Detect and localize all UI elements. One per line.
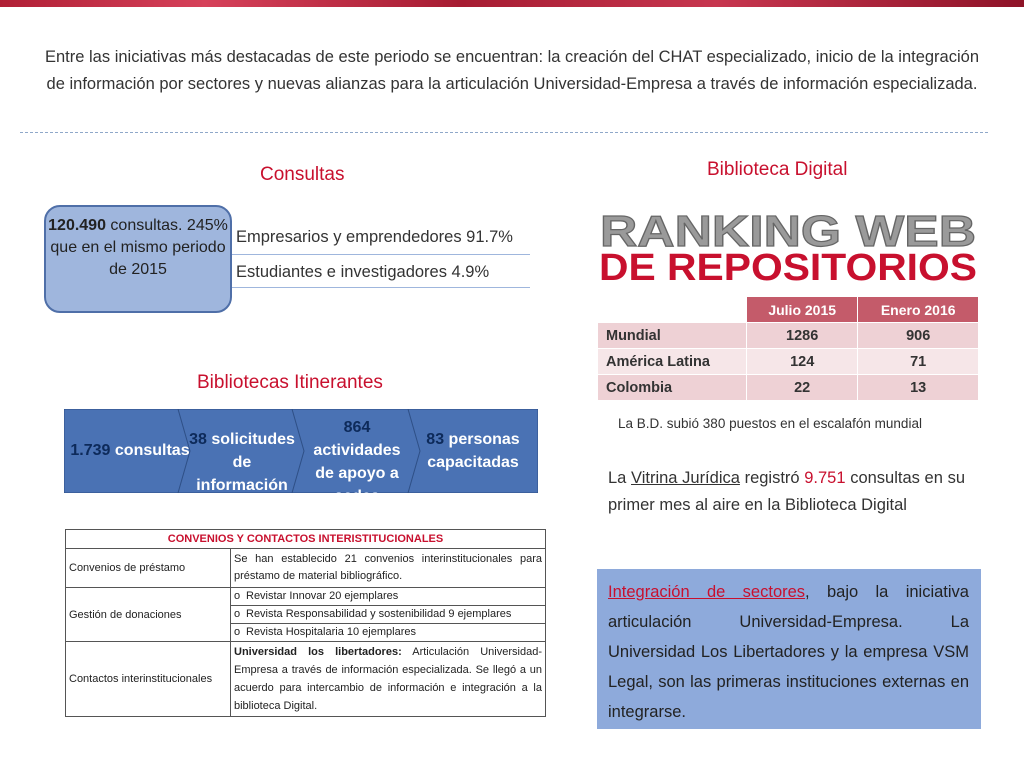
list-item: o Revistar Innovar 20 ejemplares bbox=[231, 588, 545, 606]
column-header: Julio 2015 bbox=[747, 297, 858, 323]
vitrina-paragraph: La Vitrina Jurídica registró 9.751 consultas en su primer mes al aire en la Biblioteca Digital bbox=[608, 469, 965, 514]
breakdown-empresarios: Empresarios y emprendedores 91.7% bbox=[236, 228, 513, 246]
row-label: Convenios de préstamo bbox=[66, 549, 231, 588]
table-row bbox=[66, 642, 546, 717]
list-item: o Revista Responsabilidad y sostenibilidad 9 ejemplares bbox=[231, 606, 545, 624]
convenios-table-title: CONVENIOS Y CONTACTOS INTERISTITUCIONALES bbox=[66, 530, 546, 549]
ranking-table bbox=[597, 296, 979, 401]
intro-paragraph: Entre las iniciativas más destacadas de este periodo se encuentran: la creación del CHAT especializado, inicio de la integración de información por sectores y nuevas alianzas para la articulación Universidad-Empresa a través de información especializada. bbox=[45, 48, 979, 93]
itinerante-consultas: 1.739 consultas bbox=[70, 442, 190, 459]
breakdown-estudiantes: Estudiantes e investigadores 4.9% bbox=[236, 263, 490, 281]
consultas-bubble bbox=[44, 205, 232, 313]
logo-line1: RANKING WEB bbox=[600, 210, 976, 256]
consultas-title: Consultas bbox=[260, 164, 345, 185]
integracion-link[interactable]: Integración de sectores bbox=[608, 583, 806, 601]
convenios-table bbox=[65, 529, 546, 717]
row-text: Se han establecido 21 convenios interinstitucionales para préstamo de material bibliográfico. bbox=[231, 549, 546, 588]
vitrina-count: 9.751 bbox=[804, 469, 846, 487]
consultas-growth: 245% que en el mismo periodo de 2015 bbox=[50, 217, 228, 278]
table-header-row bbox=[598, 297, 979, 323]
row-text: Universidad los libertadores: Articulación Universidad-Empresa a través de información especializada. Se llegó a un acuerdo para intercambio de información e integración a la biblioteca Digital. bbox=[231, 642, 546, 717]
vitrina-link[interactable]: Vitrina Jurídica bbox=[631, 469, 740, 487]
dashed-divider bbox=[20, 132, 988, 133]
table-row: Colombia 22 13 bbox=[598, 375, 979, 401]
itinerantes-title: Bibliotecas Itinerantes bbox=[197, 372, 383, 393]
consultas-count: 120.490 bbox=[48, 217, 106, 234]
table-row bbox=[66, 588, 546, 642]
biblioteca-title: Biblioteca Digital bbox=[707, 159, 848, 180]
list-item: o Revista Hospitalaria 10 ejemplares bbox=[234, 626, 416, 638]
consultas-count-suffix: consultas. bbox=[105, 217, 183, 234]
integracion-box: Integración de sectores, bajo la iniciativa articulación Universidad-Empresa. La Universidad Los Libertadores y la empresa VSM Legal, son las primeras instituciones externas en integrarse. bbox=[597, 569, 981, 729]
table-row: América Latina 124 71 bbox=[598, 349, 979, 375]
ranking-web-logo bbox=[596, 210, 980, 286]
ranking-caption: La B.D. subió 380 puestos en el escalafón mundial bbox=[618, 416, 922, 431]
itinerante-solicitudes: 38 solicitudes de información bbox=[189, 431, 295, 494]
itinerante-actividades: 864 actividades de apoyo a sedes bbox=[313, 419, 401, 505]
row-label: Gestión de donaciones bbox=[66, 588, 231, 642]
table-row bbox=[66, 549, 546, 588]
breakdown-rule bbox=[232, 254, 530, 255]
column-header: Enero 2016 bbox=[858, 297, 979, 323]
logo-line2: DE REPOSITORIOS bbox=[599, 247, 977, 286]
breakdown-rule bbox=[232, 287, 530, 288]
row-label: Contactos interinstitucionales bbox=[66, 642, 231, 717]
top-accent-bar bbox=[0, 0, 1024, 7]
itinerante-personas: 83 personas capacitadas bbox=[426, 431, 520, 471]
table-row: Mundial 1286 906 bbox=[598, 323, 979, 349]
